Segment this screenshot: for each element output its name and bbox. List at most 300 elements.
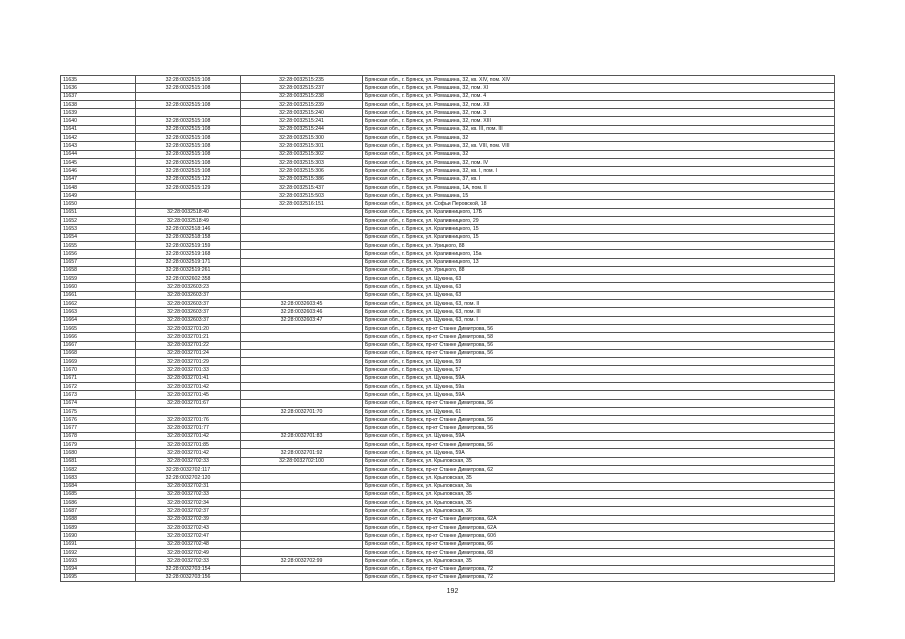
row-number-cell: 11638 xyxy=(61,100,136,108)
address-cell: Брянская обл., г. Брянск, ул. Ромашина, 37, кв. I xyxy=(363,175,835,183)
address-cell: Брянская обл., г. Брянск, пр-кт Станке Димитрова, 62 xyxy=(363,465,835,473)
address-cell: Брянская обл., г. Брянск, ул. Ромашина, 15 xyxy=(363,192,835,200)
address-cell: Брянская обл., г. Брянск, пр-кт Станке Димитрова, 72 xyxy=(363,573,835,581)
row-number-cell: 11641 xyxy=(61,125,136,133)
object-number-cell: 32:28:0032515:235 xyxy=(241,76,363,84)
table-row xyxy=(61,258,835,266)
row-number-cell: 11643 xyxy=(61,142,136,150)
row-number-cell: 11676 xyxy=(61,416,136,424)
table-row xyxy=(61,449,835,457)
parcel-number-cell: 32:28:0032603:37 xyxy=(136,300,241,308)
address-cell: Брянская обл., г. Брянск, ул. Ромашина, 32, пом. 4 xyxy=(363,92,835,100)
object-number-cell xyxy=(241,241,363,249)
table-row xyxy=(61,167,835,175)
parcel-number-cell: 32:28:0032702:49 xyxy=(136,548,241,556)
table-row xyxy=(61,266,835,274)
object-number-cell: 32:28:0032515:244 xyxy=(241,125,363,133)
object-number-cell xyxy=(241,291,363,299)
table-row xyxy=(61,76,835,84)
row-number-cell: 11672 xyxy=(61,382,136,390)
row-number-cell: 11658 xyxy=(61,266,136,274)
parcel-number-cell: 32:28:0032703:154 xyxy=(136,565,241,573)
object-number-cell xyxy=(241,548,363,556)
table-row xyxy=(61,233,835,241)
parcel-number-cell: 32:28:0032519:159 xyxy=(136,241,241,249)
parcel-number-cell: 32:28:0032701:42 xyxy=(136,432,241,440)
parcel-number-cell: 32:28:0032702:43 xyxy=(136,524,241,532)
address-cell: Брянская обл., г. Брянск, пр-кт Станке Димитрова, 62А xyxy=(363,515,835,523)
object-number-cell: 32:28:0032515:306 xyxy=(241,167,363,175)
parcel-number-cell: 32:28:0032515:108 xyxy=(136,117,241,125)
address-cell: Брянская обл., г. Брянск, ул. Ромашина, 1А, пом. II xyxy=(363,183,835,191)
address-cell: Брянская обл., г. Брянск, ул. Ромашина, 32 xyxy=(363,150,835,158)
object-number-cell xyxy=(241,540,363,548)
parcel-number-cell: 32:28:0032702:48 xyxy=(136,540,241,548)
table-row xyxy=(61,407,835,415)
object-number-cell: 32:28:0032701:92 xyxy=(241,449,363,457)
parcel-number-cell: 32:28:0032518:49 xyxy=(136,217,241,225)
address-cell: Брянская обл., г. Брянск, ул. Щукина, 59А xyxy=(363,449,835,457)
parcel-number-cell: 32:28:0032518:146 xyxy=(136,225,241,233)
address-cell: Брянская обл., г. Брянск, ул. Урицкого, 88 xyxy=(363,241,835,249)
parcel-number-cell: 32:28:0032518:40 xyxy=(136,208,241,216)
row-number-cell: 11694 xyxy=(61,565,136,573)
object-number-cell xyxy=(241,283,363,291)
object-number-cell: 32:28:0032515:302 xyxy=(241,150,363,158)
row-number-cell: 11677 xyxy=(61,424,136,432)
row-number-cell: 11674 xyxy=(61,399,136,407)
address-cell: Брянская обл., г. Брянск, пр-кт Станке Димитрова, 56 xyxy=(363,441,835,449)
page-number: 192 xyxy=(446,588,459,595)
object-number-cell xyxy=(241,333,363,341)
table-row xyxy=(61,499,835,507)
object-number-cell xyxy=(241,490,363,498)
row-number-cell: 11636 xyxy=(61,84,136,92)
address-cell: Брянская обл., г. Брянск, ул. Крыловская, 35 xyxy=(363,457,835,465)
object-number-cell xyxy=(241,217,363,225)
table-row xyxy=(61,316,835,324)
address-cell: Брянская обл., г. Брянск, ул. Ромашина, 32, пом. XI xyxy=(363,84,835,92)
table-row xyxy=(61,200,835,208)
parcel-number-cell: 32:28:0032701:41 xyxy=(136,374,241,382)
table-row xyxy=(61,183,835,191)
address-cell: Брянская обл., г. Брянск, ул. Щукина, 61 xyxy=(363,407,835,415)
address-cell: Брянская обл., г. Брянск, ул. Ромашина, 32, пом. 3 xyxy=(363,109,835,117)
parcel-number-cell: 32:28:0032701:77 xyxy=(136,424,241,432)
address-cell: Брянская обл., г. Брянск, пр-кт Станке Димитрова, 66 xyxy=(363,540,835,548)
address-cell: Брянская обл., г. Брянск, ул. Щукина, 59А xyxy=(363,391,835,399)
object-number-cell: 32:28:0032515:240 xyxy=(241,109,363,117)
parcel-number-cell: 32:28:0032515:108 xyxy=(136,150,241,158)
row-number-cell: 11635 xyxy=(61,76,136,84)
parcel-number-cell: 32:28:0032519:168 xyxy=(136,250,241,258)
address-cell: Брянская обл., г. Брянск, ул. Щукина, 63 xyxy=(363,275,835,283)
table-row xyxy=(61,241,835,249)
object-number-cell: 32:28:0032515:300 xyxy=(241,134,363,142)
object-number-cell xyxy=(241,499,363,507)
table-row xyxy=(61,250,835,258)
parcel-number-cell: 32:28:0032515:108 xyxy=(136,142,241,150)
object-number-cell: 32:28:0032515:301 xyxy=(241,142,363,150)
parcel-number-cell: 32:28:0032515:108 xyxy=(136,167,241,175)
address-cell: Брянская обл., г. Брянск, ул. Крыловская, 35 xyxy=(363,490,835,498)
row-number-cell: 11657 xyxy=(61,258,136,266)
parcel-number-cell: 32:28:0032515:108 xyxy=(136,125,241,133)
object-number-cell xyxy=(241,366,363,374)
table-row xyxy=(61,358,835,366)
table-row xyxy=(61,515,835,523)
table-row xyxy=(61,134,835,142)
object-number-cell: 32:28:0032515:303 xyxy=(241,158,363,166)
address-cell: Брянская обл., г. Брянск, пр-кт Станке Димитрова, 68 xyxy=(363,548,835,556)
address-cell: Брянская обл., г. Брянск, ул. Урицкого, 88 xyxy=(363,266,835,274)
address-cell: Брянская обл., г. Брянск, ул. Крапивницкого, 15 xyxy=(363,225,835,233)
address-cell: Брянская обл., г. Брянск, ул. Ромашина, 32, пом. XII xyxy=(363,100,835,108)
table-row xyxy=(61,382,835,390)
object-number-cell xyxy=(241,233,363,241)
address-cell: Брянская обл., г. Брянск, ул. Софьи Перовской, 18 xyxy=(363,200,835,208)
table-row xyxy=(61,490,835,498)
table-row xyxy=(61,217,835,225)
address-cell: Брянская обл., г. Брянск, ул. Ромашина, 32, кв. III, пом. III xyxy=(363,125,835,133)
row-number-cell: 11648 xyxy=(61,183,136,191)
parcel-number-cell: 32:28:0032702:33 xyxy=(136,557,241,565)
table-row xyxy=(61,366,835,374)
object-number-cell xyxy=(241,258,363,266)
object-number-cell xyxy=(241,341,363,349)
address-cell: Брянская обл., г. Брянск, ул. Крыловская, 35 xyxy=(363,499,835,507)
parcel-number-cell xyxy=(136,109,241,117)
table-row xyxy=(61,125,835,133)
parcel-number-cell: 32:28:0032603:23 xyxy=(136,283,241,291)
object-number-cell: 32:28:0032515:503 xyxy=(241,192,363,200)
table-row xyxy=(61,291,835,299)
table-row xyxy=(61,142,835,150)
parcel-number-cell: 32:28:0032702:37 xyxy=(136,507,241,515)
parcel-number-cell: 32:28:0032703:156 xyxy=(136,573,241,581)
table-row xyxy=(61,158,835,166)
parcel-number-cell: 32:28:0032701:76 xyxy=(136,416,241,424)
address-cell: Брянская обл., г. Брянск, ул. Крапивницкого, 15а xyxy=(363,250,835,258)
row-number-cell: 11688 xyxy=(61,515,136,523)
row-number-cell: 11651 xyxy=(61,208,136,216)
table-row xyxy=(61,117,835,125)
table-row xyxy=(61,557,835,565)
row-number-cell: 11671 xyxy=(61,374,136,382)
object-number-cell xyxy=(241,441,363,449)
row-number-cell: 11692 xyxy=(61,548,136,556)
table-row xyxy=(61,84,835,92)
parcel-number-cell: 32:28:0032701:24 xyxy=(136,349,241,357)
address-cell: Брянская обл., г. Брянск, пр-кт Станке Димитрова, 56 xyxy=(363,399,835,407)
row-number-cell: 11639 xyxy=(61,109,136,117)
object-number-cell xyxy=(241,507,363,515)
address-cell: Брянская обл., г. Брянск, ул. Щукина, 63, пом. II xyxy=(363,300,835,308)
row-number-cell: 11669 xyxy=(61,358,136,366)
parcel-number-cell: 32:28:0032701:29 xyxy=(136,358,241,366)
row-number-cell: 11695 xyxy=(61,573,136,581)
table-row xyxy=(61,540,835,548)
object-number-cell: 32:28:0032701:70 xyxy=(241,407,363,415)
parcel-number-cell xyxy=(136,407,241,415)
parcel-number-cell: 32:28:0032702:120 xyxy=(136,474,241,482)
table-row xyxy=(61,524,835,532)
parcel-number-cell: 32:28:0032519:171 xyxy=(136,258,241,266)
cadastral-table xyxy=(60,75,835,582)
parcel-number-cell: 32:28:0032701:21 xyxy=(136,333,241,341)
table-row xyxy=(61,432,835,440)
parcel-number-cell: 32:28:0032701:20 xyxy=(136,324,241,332)
table-row xyxy=(61,441,835,449)
table-row xyxy=(61,416,835,424)
address-cell: Брянская обл., г. Брянск, ул. Крапивницкого, 13 xyxy=(363,258,835,266)
row-number-cell: 11654 xyxy=(61,233,136,241)
row-number-cell: 11647 xyxy=(61,175,136,183)
row-number-cell: 11693 xyxy=(61,557,136,565)
table-row xyxy=(61,308,835,316)
table-row xyxy=(61,324,835,332)
row-number-cell: 11653 xyxy=(61,225,136,233)
row-number-cell: 11678 xyxy=(61,432,136,440)
object-number-cell: 32:28:0032515:239 xyxy=(241,100,363,108)
row-number-cell: 11655 xyxy=(61,241,136,249)
object-number-cell xyxy=(241,275,363,283)
table-row xyxy=(61,374,835,382)
object-number-cell: 32:28:0032702:100 xyxy=(241,457,363,465)
row-number-cell: 11652 xyxy=(61,217,136,225)
address-cell: Брянская обл., г. Брянск, ул. Щукина, 63, пом. III xyxy=(363,308,835,316)
object-number-cell xyxy=(241,324,363,332)
parcel-number-cell: 32:28:0032701:42 xyxy=(136,382,241,390)
address-cell: Брянская обл., г. Брянск, ул. Ромашина, 32, пом. IV xyxy=(363,158,835,166)
table-row xyxy=(61,565,835,573)
table-row xyxy=(61,573,835,581)
address-cell: Брянская обл., г. Брянск, ул. Крыловская, 35 xyxy=(363,474,835,482)
table-row xyxy=(61,150,835,158)
row-number-cell: 11666 xyxy=(61,333,136,341)
table-row xyxy=(61,507,835,515)
table-row xyxy=(61,283,835,291)
address-cell: Брянская обл., г. Брянск, ул. Ромашина, 32 xyxy=(363,134,835,142)
table-row xyxy=(61,482,835,490)
object-number-cell xyxy=(241,465,363,473)
row-number-cell: 11683 xyxy=(61,474,136,482)
address-cell: Брянская обл., г. Брянск, ул. Щукина, 63 xyxy=(363,291,835,299)
address-cell: Брянская обл., г. Брянск, пр-кт Станке Димитрова, 62А xyxy=(363,524,835,532)
parcel-number-cell: 32:28:0032701:85 xyxy=(136,441,241,449)
object-number-cell: 32:28:0032702:99 xyxy=(241,557,363,565)
row-number-cell: 11685 xyxy=(61,490,136,498)
object-number-cell xyxy=(241,225,363,233)
object-number-cell: 32:28:0032701:83 xyxy=(241,432,363,440)
row-number-cell: 11645 xyxy=(61,158,136,166)
table-row xyxy=(61,192,835,200)
parcel-number-cell xyxy=(136,192,241,200)
object-number-cell: 32:28:0032515:238 xyxy=(241,92,363,100)
address-cell: Брянская обл., г. Брянск, ул. Крапивницкого, 29 xyxy=(363,217,835,225)
table-row xyxy=(61,175,835,183)
row-number-cell: 11691 xyxy=(61,540,136,548)
row-number-cell: 11659 xyxy=(61,275,136,283)
address-cell: Брянская обл., г. Брянск, ул. Щукина, 57 xyxy=(363,366,835,374)
table-row xyxy=(61,333,835,341)
object-number-cell xyxy=(241,382,363,390)
address-cell: Брянская обл., г. Брянск, ул. Щукина, 63, пом. I xyxy=(363,316,835,324)
address-cell: Брянская обл., г. Брянск, ул. Ромашина, 32, пом. XIII xyxy=(363,117,835,125)
object-number-cell: 32:28:0032515:386 xyxy=(241,175,363,183)
parcel-number-cell: 32:28:0032701:42 xyxy=(136,449,241,457)
address-cell: Брянская обл., г. Брянск, пр-кт Станке Димитрова, 72 xyxy=(363,565,835,573)
row-number-cell: 11681 xyxy=(61,457,136,465)
parcel-number-cell: 32:28:0032518:158 xyxy=(136,233,241,241)
address-cell: Брянская обл., г. Брянск, ул. Крыловская, 35 xyxy=(363,557,835,565)
table-row xyxy=(61,341,835,349)
row-number-cell: 11689 xyxy=(61,524,136,532)
row-number-cell: 11668 xyxy=(61,349,136,357)
address-cell: Брянская обл., г. Брянск, пр-кт Станке Димитрова, 56 xyxy=(363,424,835,432)
table-row xyxy=(61,92,835,100)
parcel-number-cell: 32:28:0032702:39 xyxy=(136,515,241,523)
object-number-cell xyxy=(241,416,363,424)
object-number-cell xyxy=(241,524,363,532)
parcel-number-cell: 32:28:0032702:33 xyxy=(136,457,241,465)
parcel-number-cell: 32:28:0032702:31 xyxy=(136,482,241,490)
address-cell: Брянская обл., г. Брянск, пр-кт Станке Димитрова, 56 xyxy=(363,416,835,424)
object-number-cell xyxy=(241,208,363,216)
parcel-number-cell: 32:28:0032701:67 xyxy=(136,399,241,407)
parcel-number-cell: 32:28:0032515:108 xyxy=(136,158,241,166)
address-cell: Брянская обл., г. Брянск, пр-кт Станке Димитрова, 56 xyxy=(363,341,835,349)
table-row xyxy=(61,399,835,407)
row-number-cell: 11637 xyxy=(61,92,136,100)
parcel-number-cell: 32:28:0032515:108 xyxy=(136,134,241,142)
parcel-number-cell: 32:28:0032603:37 xyxy=(136,308,241,316)
parcel-number-cell: 32:28:0032701:45 xyxy=(136,391,241,399)
parcel-number-cell: 32:28:0032603:37 xyxy=(136,291,241,299)
parcel-number-cell: 32:28:0032515:129 xyxy=(136,183,241,191)
row-number-cell: 11667 xyxy=(61,341,136,349)
address-cell: Брянская обл., г. Брянск, ул. Щукина, 63 xyxy=(363,283,835,291)
parcel-number-cell: 32:28:0032515:108 xyxy=(136,76,241,84)
address-cell: Брянская обл., г. Брянск, ул. Щукина, 59А xyxy=(363,374,835,382)
row-number-cell: 11687 xyxy=(61,507,136,515)
row-number-cell: 11675 xyxy=(61,407,136,415)
object-number-cell: 32:28:0032603:46 xyxy=(241,308,363,316)
row-number-cell: 11673 xyxy=(61,391,136,399)
parcel-number-cell: 32:28:0032515:108 xyxy=(136,84,241,92)
table-row xyxy=(61,474,835,482)
object-number-cell: 32:28:0032515:437 xyxy=(241,183,363,191)
row-number-cell: 11656 xyxy=(61,250,136,258)
cadastral-table-body xyxy=(61,76,835,582)
parcel-number-cell: 32:28:0032519:261 xyxy=(136,266,241,274)
table-row xyxy=(61,275,835,283)
address-cell: Брянская обл., г. Брянск, ул. Крыловская, 3а xyxy=(363,482,835,490)
row-number-cell: 11670 xyxy=(61,366,136,374)
row-number-cell: 11650 xyxy=(61,200,136,208)
table-row xyxy=(61,532,835,540)
parcel-number-cell xyxy=(136,200,241,208)
table-row xyxy=(61,225,835,233)
object-number-cell xyxy=(241,482,363,490)
row-number-cell: 11664 xyxy=(61,316,136,324)
table-row xyxy=(61,457,835,465)
parcel-number-cell: 32:28:0032515:122 xyxy=(136,175,241,183)
parcel-number-cell: 32:28:0032702:47 xyxy=(136,532,241,540)
table-row xyxy=(61,208,835,216)
address-cell: Брянская обл., г. Брянск, ул. Щукина, 59А xyxy=(363,432,835,440)
address-cell: Брянская обл., г. Брянск, ул. Щукина, 59 xyxy=(363,358,835,366)
parcel-number-cell: 32:28:0032702:117 xyxy=(136,465,241,473)
row-number-cell: 11665 xyxy=(61,324,136,332)
row-number-cell: 11649 xyxy=(61,192,136,200)
object-number-cell xyxy=(241,374,363,382)
object-number-cell xyxy=(241,358,363,366)
object-number-cell: 32:28:0032603:47 xyxy=(241,316,363,324)
parcel-number-cell xyxy=(136,92,241,100)
object-number-cell xyxy=(241,349,363,357)
parcel-number-cell: 32:28:0032702:33 xyxy=(136,490,241,498)
object-number-cell xyxy=(241,474,363,482)
row-number-cell: 11661 xyxy=(61,291,136,299)
address-cell: Брянская обл., г. Брянск, ул. Ромашина, 32, кв. VIII, пом. VIII xyxy=(363,142,835,150)
object-number-cell xyxy=(241,250,363,258)
object-number-cell xyxy=(241,424,363,432)
object-number-cell: 32:28:0032515:237 xyxy=(241,84,363,92)
parcel-number-cell: 32:28:0032515:108 xyxy=(136,100,241,108)
table-row xyxy=(61,548,835,556)
table-row xyxy=(61,109,835,117)
table-row xyxy=(61,100,835,108)
table-row xyxy=(61,465,835,473)
address-cell: Брянская обл., г. Брянск, ул. Крапивницкого, 15 xyxy=(363,233,835,241)
parcel-number-cell: 32:28:0032602:358 xyxy=(136,275,241,283)
object-number-cell xyxy=(241,573,363,581)
object-number-cell: 32:28:0032515:241 xyxy=(241,117,363,125)
row-number-cell: 11690 xyxy=(61,532,136,540)
row-number-cell: 11660 xyxy=(61,283,136,291)
address-cell: Брянская обл., г. Брянск, пр-кт Станке Димитрова, 56 xyxy=(363,349,835,357)
row-number-cell: 11680 xyxy=(61,449,136,457)
row-number-cell: 11662 xyxy=(61,300,136,308)
address-cell: Брянская обл., г. Брянск, ул. Ромашина, 32, кв. I, пом. I xyxy=(363,167,835,175)
parcel-number-cell: 32:28:0032603:37 xyxy=(136,316,241,324)
table-row xyxy=(61,424,835,432)
object-number-cell xyxy=(241,391,363,399)
table-row xyxy=(61,391,835,399)
row-number-cell: 11679 xyxy=(61,441,136,449)
row-number-cell: 11644 xyxy=(61,150,136,158)
address-cell: Брянская обл., г. Брянск, пр-кт Станке Димитрова, 56 xyxy=(363,324,835,332)
row-number-cell: 11682 xyxy=(61,465,136,473)
object-number-cell xyxy=(241,532,363,540)
row-number-cell: 11642 xyxy=(61,134,136,142)
object-number-cell xyxy=(241,399,363,407)
object-number-cell: 32:28:0032516:151 xyxy=(241,200,363,208)
parcel-number-cell: 32:28:0032701:22 xyxy=(136,341,241,349)
address-cell: Брянская обл., г. Брянск, ул. Крапивницкого, 17Б xyxy=(363,208,835,216)
address-cell: Брянская обл., г. Брянск, пр-кт Станке Димитрова, 58 xyxy=(363,333,835,341)
table-row xyxy=(61,300,835,308)
address-cell: Брянская обл., г. Брянск, ул. Щукина, 59а xyxy=(363,382,835,390)
object-number-cell: 32:28:0032603:45 xyxy=(241,300,363,308)
row-number-cell: 11663 xyxy=(61,308,136,316)
row-number-cell: 11646 xyxy=(61,167,136,175)
parcel-number-cell: 32:28:0032702:34 xyxy=(136,499,241,507)
object-number-cell xyxy=(241,266,363,274)
object-number-cell xyxy=(241,565,363,573)
address-cell: Брянская обл., г. Брянск, ул. Ромашина, 32, кв. XIV, пом. XIV xyxy=(363,76,835,84)
